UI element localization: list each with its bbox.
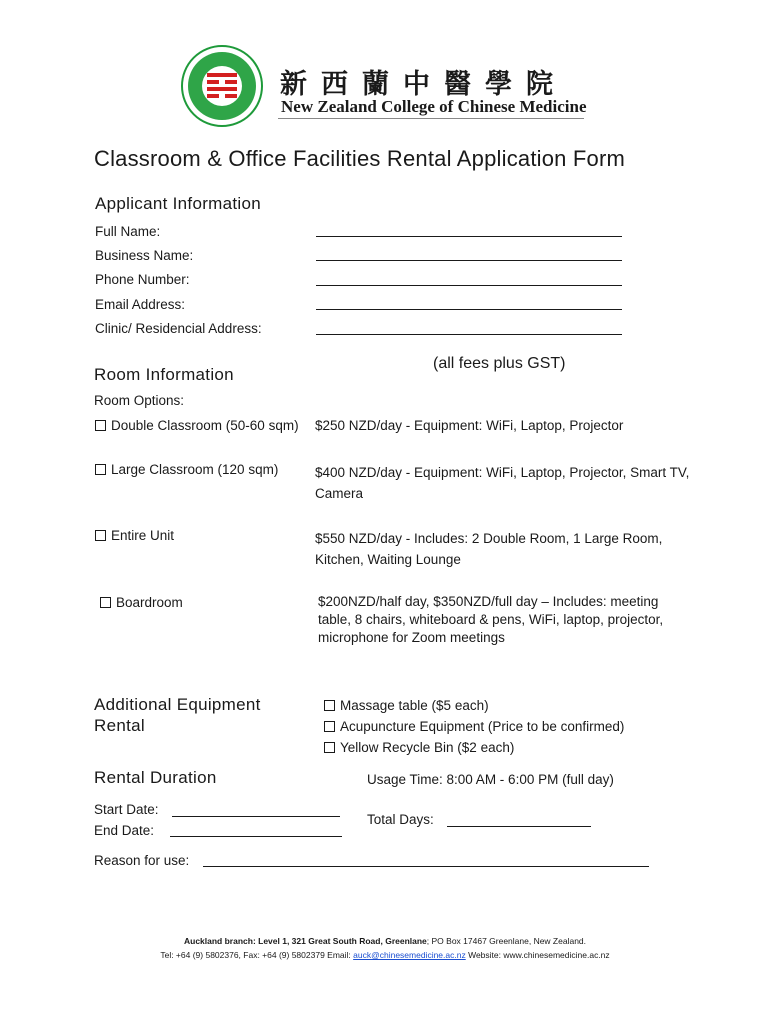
footer-branch: Auckland branch: Level 1, 321 Great South Road, Greenlane [183, 936, 427, 946]
equipment-item-label: Massage table ($5 each) [340, 698, 489, 713]
room-option-desc: $250 NZD/day - Equipment: WiFi, Laptop, Projector [315, 418, 624, 433]
room-option-name: Boardroom [116, 595, 183, 610]
duration-heading: Rental Duration [94, 768, 217, 787]
checkbox[interactable] [95, 464, 106, 475]
equipment-item-acupuncture[interactable] [324, 719, 624, 734]
room-option-desc: $400 NZD/day - Equipment: WiFi, Laptop, Projector, Smart TV, Camera [315, 465, 690, 501]
footer-phone-fax: Tel: +64 (9) 5802376, Fax: +64 (9) 5802379 Email: [160, 950, 354, 960]
checkbox[interactable] [100, 597, 111, 608]
checkbox[interactable] [324, 721, 335, 732]
email-address-label: Email Address: [95, 297, 186, 312]
room-option-large[interactable] [95, 462, 278, 477]
email-address-field[interactable] [316, 309, 622, 310]
start-date-label: Start Date: [94, 802, 159, 817]
room-options-label: Room Options: [94, 393, 185, 408]
equipment-item-recycle-bin[interactable] [324, 740, 514, 755]
start-date-field[interactable] [172, 816, 340, 817]
phone-number-label: Phone Number: [95, 272, 190, 287]
usage-time: Usage Time: 8:00 AM - 6:00 PM (full day) [367, 772, 614, 787]
room-option-boardroom[interactable] [100, 595, 183, 610]
footer-email-link[interactable]: auck@chinesemedicine.ac.nz [353, 950, 466, 960]
checkbox[interactable] [324, 700, 335, 711]
room-option-name: Double Classroom (50-60 sqm) [111, 418, 299, 433]
room-option-desc: $200NZD/half day, $350NZD/full day – Includes: meeting table, 8 chairs, whiteboard & pens, WiFi, laptop, projector, microphone for Zoom meetings [318, 594, 664, 645]
checkbox[interactable] [95, 530, 106, 541]
college-name: New Zealand College of Chinese Medicine [281, 97, 587, 116]
fees-note: (all fees plus GST) [433, 355, 566, 372]
full-name-label: Full Name: [95, 224, 161, 239]
end-date-field[interactable] [170, 836, 342, 837]
total-days-field[interactable] [447, 826, 591, 827]
room-option-name: Entire Unit [111, 528, 175, 543]
reason-field[interactable] [203, 866, 649, 867]
room-option-desc: $550 NZD/day - Includes: 2 Double Room, 1 Large Room, Kitchen, Waiting Lounge [315, 531, 663, 567]
logo [180, 44, 264, 128]
room-heading: Room Information [94, 365, 234, 384]
checkbox[interactable] [95, 420, 106, 431]
equipment-item-label: Yellow Recycle Bin ($2 each) [340, 740, 515, 755]
form-title: Classroom & Office Facilities Rental Application Form [94, 146, 626, 171]
applicant-heading: Applicant Information [95, 194, 261, 213]
equipment-item-massage-table[interactable] [324, 698, 489, 713]
address-field[interactable] [316, 334, 622, 335]
full-name-field[interactable] [316, 236, 622, 237]
header-divider [278, 118, 584, 119]
chinese-name: 新西蘭中醫學院 [280, 69, 567, 100]
room-option-entire-unit[interactable] [95, 528, 174, 543]
footer-address [0, 936, 770, 946]
college-seal-icon [180, 44, 264, 128]
checkbox[interactable] [324, 742, 335, 753]
total-days-label: Total Days: [367, 812, 434, 827]
business-name-field[interactable] [316, 260, 622, 261]
footer-po-box: ; PO Box 17467 Greenlane, New Zealand. [426, 936, 587, 946]
address-label: Clinic/ Residencial Address: [95, 321, 262, 336]
room-option-name: Large Classroom (120 sqm) [111, 462, 279, 477]
phone-number-field[interactable] [316, 285, 622, 286]
business-name-label: Business Name: [95, 248, 194, 263]
reason-label: Reason for use: [94, 853, 190, 868]
room-option-double[interactable] [95, 418, 299, 433]
footer-contact [0, 950, 770, 960]
end-date-label: End Date: [94, 823, 155, 838]
equipment-heading: Additional Equipment Rental [94, 695, 261, 735]
equipment-item-label: Acupuncture Equipment (Price to be confirmed) [340, 719, 625, 734]
footer-website: Website: www.chinesemedicine.ac.nz [465, 950, 610, 960]
